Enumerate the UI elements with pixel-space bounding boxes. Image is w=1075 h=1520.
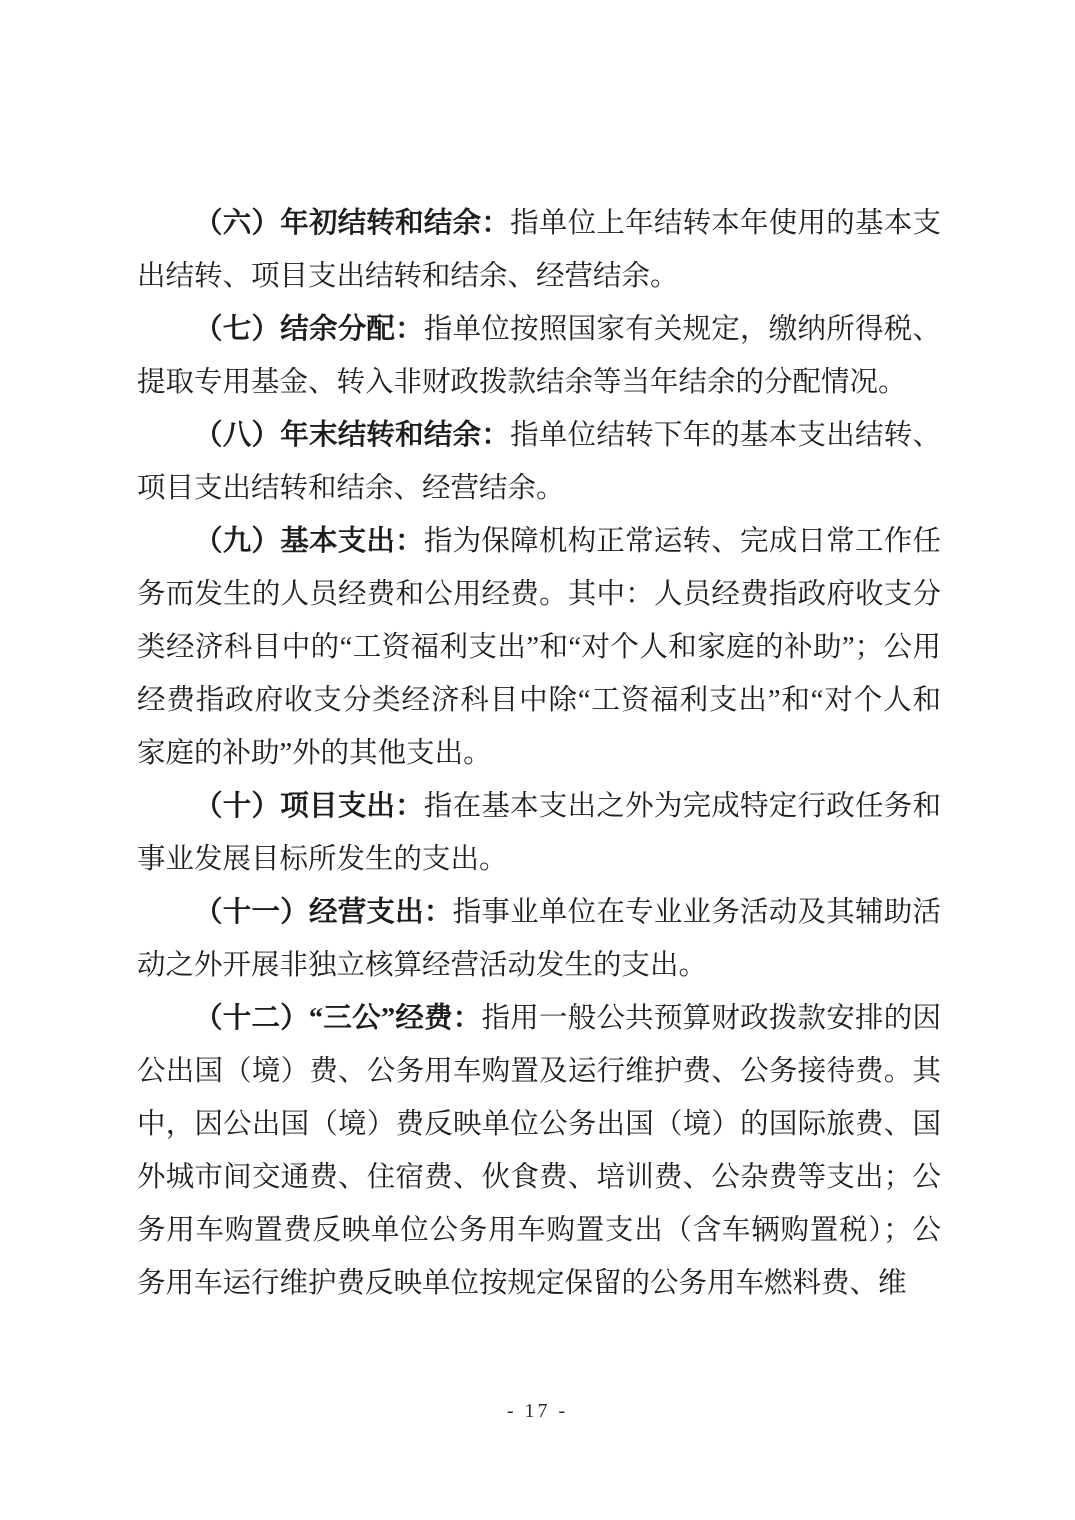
term-label-8: （八）年末结转和结余： (194, 420, 511, 451)
definition-paragraph-10 (137, 780, 941, 886)
term-label-6: （六）年初结转和结余： (194, 208, 511, 239)
definition-paragraph-7 (137, 303, 941, 409)
definition-paragraph-9 (137, 515, 941, 780)
term-definition-6: 指单位上年结转本年使用的基本支出结转、项目支出结转和结余、经营结余。 (137, 208, 941, 292)
term-label-7: （七）结余分配： (194, 314, 424, 345)
term-definition-9: 指为保障机构正常运转、完成日常工作任务而发生的人员经费和公用经费。其中：人员经费指政府收支分类经济科目中的“工资福利支出”和“对个人和家庭的补助”；公用经费指政府收支分类经济科目中除“工资福利支出”和“对个人和家庭的补助”外的其他支出。 (137, 526, 941, 769)
term-label-11: （十一）经营支出： (194, 897, 453, 928)
definition-paragraph-12 (137, 992, 941, 1310)
definition-paragraph-11 (137, 886, 941, 992)
page-number: - 17 - (506, 1400, 569, 1422)
term-definition-12: 指用一般公共预算财政拨款安排的因公出国（境）费、公务用车购置及运行维护费、公务接待费。其中，因公出国（境）费反映单位公务出国（境）的国际旅费、国外城市间交通费、住宿费、伙食费、培训费、公杂费等支出；公务用车购置费反映单位公务用车购置支出（含车辆购置税）；公务用车运行维护费反映单位按规定保留的公务用车燃料费、维 (137, 1003, 941, 1299)
definition-paragraph-8 (137, 409, 941, 515)
term-label-9: （九）基本支出： (194, 526, 424, 557)
term-label-10: （十）项目支出： (194, 791, 424, 822)
term-definition-8: 指单位结转下年的基本支出结转、项目支出结转和结余、经营结余。 (137, 420, 941, 504)
term-definition-11: 指事业单位在专业业务活动及其辅助活动之外开展非独立核算经营活动发生的支出。 (137, 897, 941, 981)
term-definition-10: 指在基本支出之外为完成特定行政任务和事业发展目标所发生的支出。 (137, 791, 941, 875)
term-definition-7: 指单位按照国家有关规定，缴纳所得税、提取专用基金、转入非财政拨款结余等当年结余的分配情况。 (137, 314, 941, 398)
term-label-12: （十二）“三公”经费： (194, 1003, 482, 1034)
definition-paragraph-6 (137, 197, 941, 303)
document-body (137, 197, 941, 1310)
